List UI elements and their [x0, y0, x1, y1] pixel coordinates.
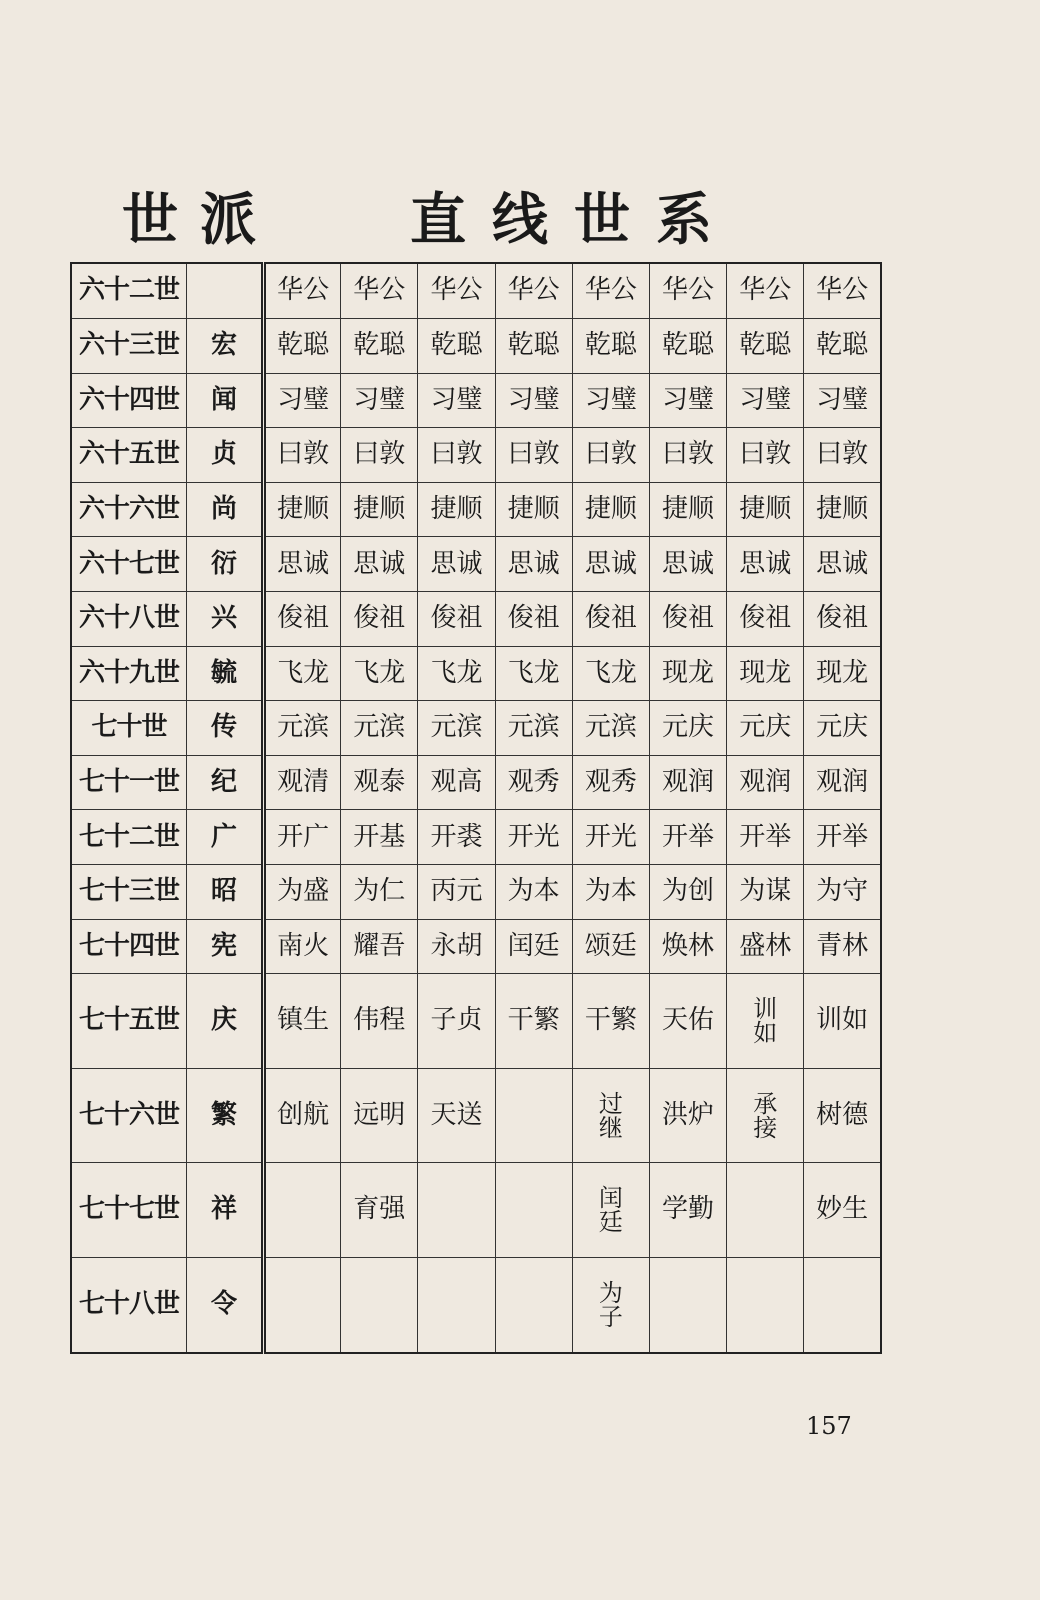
name-cell [727, 1068, 804, 1163]
name-cell: 思诚 [341, 537, 418, 592]
name-cell: 曰敦 [727, 428, 804, 483]
name-cell: 妙生 [804, 1163, 881, 1258]
name-cell: 训如 [804, 974, 881, 1069]
generation-label: 七十五世 [71, 974, 187, 1069]
poem-character: 庆 [187, 974, 264, 1069]
name-cell: 元庆 [727, 701, 804, 756]
generation-label: 七十七世 [71, 1163, 187, 1258]
name-cell [804, 1257, 881, 1353]
table-row [71, 537, 881, 592]
name-cell: 开举 [649, 810, 726, 865]
name-cell: 曰敦 [572, 428, 649, 483]
name-cell: 乾聪 [804, 319, 881, 374]
name-cell: 为谋 [727, 865, 804, 920]
name-cell: 曰敦 [264, 428, 341, 483]
name-cell: 思诚 [727, 537, 804, 592]
name-cell: 洪炉 [649, 1068, 726, 1163]
name-cell: 习璧 [418, 373, 495, 428]
name-cell: 观润 [649, 755, 726, 810]
name-cell: 捷顺 [649, 482, 726, 537]
name-cell: 乾聪 [341, 319, 418, 374]
generation-label: 六十五世 [71, 428, 187, 483]
name-cell: 乾聪 [418, 319, 495, 374]
name-cell [418, 1257, 495, 1353]
page-title-left: 世派 [122, 187, 278, 253]
name-cell: 育强 [341, 1163, 418, 1258]
generation-label: 七十八世 [71, 1257, 187, 1353]
name-cell: 华公 [649, 263, 726, 319]
name-cell [727, 974, 804, 1069]
name-cell: 青林 [804, 919, 881, 974]
name-cell: 曰敦 [495, 428, 572, 483]
name-cell: 观泰 [341, 755, 418, 810]
name-cell: 开举 [727, 810, 804, 865]
name-cell-text: 训如 [753, 994, 778, 1047]
name-cell: 华公 [495, 263, 572, 319]
name-cell: 习璧 [572, 373, 649, 428]
name-cell: 为盛 [264, 865, 341, 920]
poem-character: 广 [187, 810, 264, 865]
generation-label: 七十二世 [71, 810, 187, 865]
name-cell: 观润 [727, 755, 804, 810]
name-cell: 乾聪 [572, 319, 649, 374]
name-cell: 思诚 [495, 537, 572, 592]
generation-label: 七十三世 [71, 865, 187, 920]
name-cell: 捷顺 [341, 482, 418, 537]
name-cell: 捷顺 [572, 482, 649, 537]
generation-label: 六十八世 [71, 592, 187, 647]
table-row [71, 810, 881, 865]
table-row [71, 1257, 881, 1353]
name-cell: 俊祖 [727, 592, 804, 647]
name-cell: 俊祖 [649, 592, 726, 647]
name-cell: 曰敦 [649, 428, 726, 483]
name-cell: 元滨 [341, 701, 418, 756]
name-cell: 思诚 [572, 537, 649, 592]
table-row [71, 319, 881, 374]
name-cell: 天送 [418, 1068, 495, 1163]
poem-character: 毓 [187, 646, 264, 701]
poem-character: 祥 [187, 1163, 264, 1258]
name-cell: 观秀 [495, 755, 572, 810]
name-cell [727, 1257, 804, 1353]
name-cell: 观清 [264, 755, 341, 810]
name-cell: 捷顺 [804, 482, 881, 537]
name-cell: 乾聪 [649, 319, 726, 374]
name-cell: 永胡 [418, 919, 495, 974]
generation-label: 六十九世 [71, 646, 187, 701]
name-cell: 华公 [264, 263, 341, 319]
name-cell: 捷顺 [495, 482, 572, 537]
name-cell [495, 1068, 572, 1163]
poem-character [187, 263, 264, 319]
name-cell: 习璧 [495, 373, 572, 428]
name-cell: 飞龙 [495, 646, 572, 701]
name-cell: 元滨 [495, 701, 572, 756]
table-row [71, 919, 881, 974]
name-cell: 习璧 [649, 373, 726, 428]
generation-label: 六十四世 [71, 373, 187, 428]
name-cell: 华公 [804, 263, 881, 319]
table-row [71, 428, 881, 483]
name-cell [341, 1257, 418, 1353]
name-cell: 习璧 [727, 373, 804, 428]
name-cell: 俊祖 [341, 592, 418, 647]
poem-character: 宏 [187, 319, 264, 374]
name-cell: 华公 [341, 263, 418, 319]
name-cell: 干繁 [572, 974, 649, 1069]
generation-label: 六十六世 [71, 482, 187, 537]
generation-label: 七十六世 [71, 1068, 187, 1163]
name-cell: 习璧 [804, 373, 881, 428]
generation-label: 六十七世 [71, 537, 187, 592]
name-cell-text: 为子 [598, 1278, 623, 1331]
name-cell: 焕林 [649, 919, 726, 974]
name-cell: 远明 [341, 1068, 418, 1163]
name-cell [727, 1163, 804, 1258]
name-cell: 元滨 [418, 701, 495, 756]
name-cell: 观高 [418, 755, 495, 810]
name-cell: 为创 [649, 865, 726, 920]
poem-character: 令 [187, 1257, 264, 1353]
name-cell: 华公 [727, 263, 804, 319]
name-cell: 耀吾 [341, 919, 418, 974]
name-cell [572, 1163, 649, 1258]
name-cell: 开光 [572, 810, 649, 865]
name-cell [264, 1257, 341, 1353]
name-cell: 观秀 [572, 755, 649, 810]
name-cell: 元滨 [572, 701, 649, 756]
name-cell: 为仁 [341, 865, 418, 920]
name-cell: 思诚 [418, 537, 495, 592]
name-cell: 开裘 [418, 810, 495, 865]
name-cell: 飞龙 [341, 646, 418, 701]
name-cell: 学勤 [649, 1163, 726, 1258]
table-row [71, 1068, 881, 1163]
page-title-right: 直线世系 [410, 187, 738, 253]
name-cell: 思诚 [264, 537, 341, 592]
name-cell: 现龙 [649, 646, 726, 701]
name-cell: 俊祖 [804, 592, 881, 647]
name-cell: 干繁 [495, 974, 572, 1069]
generation-label: 七十一世 [71, 755, 187, 810]
name-cell: 为守 [804, 865, 881, 920]
name-cell [572, 1257, 649, 1353]
name-cell: 华公 [572, 263, 649, 319]
name-cell: 飞龙 [418, 646, 495, 701]
poem-character: 贞 [187, 428, 264, 483]
table-row [71, 1163, 881, 1258]
name-cell [418, 1163, 495, 1258]
name-cell: 飞龙 [264, 646, 341, 701]
name-cell-text: 过继 [598, 1089, 623, 1142]
lineage-table [70, 262, 882, 1354]
name-cell-text: 承接 [753, 1089, 778, 1142]
name-cell: 俊祖 [418, 592, 495, 647]
name-cell: 捷顺 [264, 482, 341, 537]
name-cell: 捷顺 [727, 482, 804, 537]
name-cell: 子贞 [418, 974, 495, 1069]
name-cell: 树德 [804, 1068, 881, 1163]
name-cell: 开广 [264, 810, 341, 865]
name-cell: 南火 [264, 919, 341, 974]
name-cell: 颂廷 [572, 919, 649, 974]
name-cell: 元滨 [264, 701, 341, 756]
name-cell [495, 1163, 572, 1258]
name-cell: 元庆 [804, 701, 881, 756]
name-cell: 俊祖 [495, 592, 572, 647]
generation-label: 七十四世 [71, 919, 187, 974]
generation-label: 六十二世 [71, 263, 187, 319]
name-cell: 思诚 [804, 537, 881, 592]
name-cell: 伟程 [341, 974, 418, 1069]
poem-character: 衍 [187, 537, 264, 592]
name-cell: 观润 [804, 755, 881, 810]
name-cell: 曰敦 [418, 428, 495, 483]
name-cell: 华公 [418, 263, 495, 319]
table-row [71, 755, 881, 810]
poem-character: 尚 [187, 482, 264, 537]
name-cell: 捷顺 [418, 482, 495, 537]
name-cell-text: 闰廷 [598, 1184, 623, 1237]
table-row [71, 482, 881, 537]
table-row [71, 592, 881, 647]
name-cell: 开举 [804, 810, 881, 865]
table-row [71, 974, 881, 1069]
poem-character: 闻 [187, 373, 264, 428]
name-cell: 天佑 [649, 974, 726, 1069]
name-cell: 飞龙 [572, 646, 649, 701]
name-cell: 盛林 [727, 919, 804, 974]
name-cell [264, 1163, 341, 1258]
table-row [71, 865, 881, 920]
name-cell: 现龙 [727, 646, 804, 701]
name-cell: 俊祖 [264, 592, 341, 647]
name-cell: 乾聪 [264, 319, 341, 374]
table-row [71, 701, 881, 756]
generation-label: 六十三世 [71, 319, 187, 374]
page-number: 157 [806, 1412, 852, 1440]
name-cell [649, 1257, 726, 1353]
poem-character: 兴 [187, 592, 264, 647]
name-cell: 乾聪 [495, 319, 572, 374]
poem-character: 纪 [187, 755, 264, 810]
name-cell: 曰敦 [804, 428, 881, 483]
poem-character: 昭 [187, 865, 264, 920]
table-row [71, 646, 881, 701]
table-row [71, 263, 881, 319]
table-row [71, 373, 881, 428]
name-cell: 习璧 [341, 373, 418, 428]
name-cell: 开光 [495, 810, 572, 865]
name-cell [572, 1068, 649, 1163]
poem-character: 传 [187, 701, 264, 756]
name-cell: 为本 [495, 865, 572, 920]
poem-character: 繁 [187, 1068, 264, 1163]
name-cell: 俊祖 [572, 592, 649, 647]
generation-label: 七十世 [71, 701, 187, 756]
name-cell [495, 1257, 572, 1353]
name-cell: 思诚 [649, 537, 726, 592]
poem-character: 宪 [187, 919, 264, 974]
name-cell: 乾聪 [727, 319, 804, 374]
name-cell: 为本 [572, 865, 649, 920]
name-cell: 镇生 [264, 974, 341, 1069]
name-cell: 闰廷 [495, 919, 572, 974]
name-cell: 丙元 [418, 865, 495, 920]
name-cell: 元庆 [649, 701, 726, 756]
name-cell: 开基 [341, 810, 418, 865]
name-cell: 现龙 [804, 646, 881, 701]
name-cell: 创航 [264, 1068, 341, 1163]
name-cell: 曰敦 [341, 428, 418, 483]
name-cell: 习璧 [264, 373, 341, 428]
